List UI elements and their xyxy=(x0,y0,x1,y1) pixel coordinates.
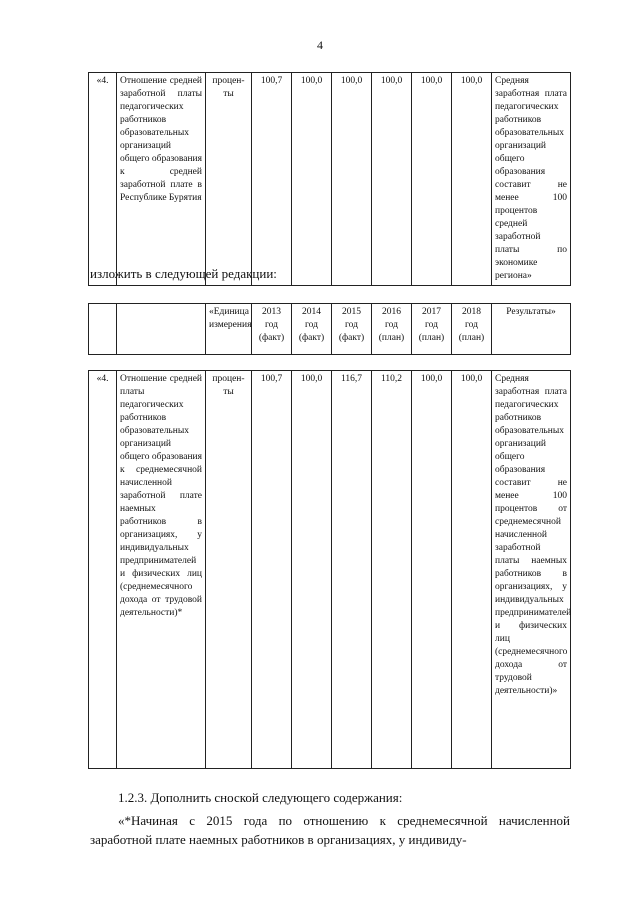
header-table xyxy=(88,303,571,355)
new-indicator-table xyxy=(88,370,571,769)
table-row xyxy=(89,73,571,286)
row-number: «4. xyxy=(89,73,117,286)
header-empty-num xyxy=(89,304,117,355)
value-2014: 100,0 xyxy=(292,371,332,769)
indicator-name: Отношение средней заработной платы педагогических работников образовательных организаций общего образования к средней заработной плате в Республике Бурятия xyxy=(117,73,206,286)
value-2018: 100,0 xyxy=(452,73,492,286)
year-label: 2013 xyxy=(262,307,281,317)
value-2016: 110,2 xyxy=(372,371,412,769)
header-year-2018 xyxy=(452,304,492,355)
header-result: Результаты» xyxy=(492,304,571,355)
value-2016: 100,0 xyxy=(372,73,412,286)
value-2014: 100,0 xyxy=(292,73,332,286)
result-cell: Средняя заработная плата педагогических работников образовательных организаций общего образования составит не менее 100 процентов средней заработной платы по экономике региона» xyxy=(492,73,571,286)
year-type: (план) xyxy=(458,333,485,343)
page-number: 4 xyxy=(317,38,323,52)
header-year-2015 xyxy=(332,304,372,355)
year-type: (факт) xyxy=(258,333,285,343)
value-2017: 100,0 xyxy=(412,73,452,286)
row-number: «4. xyxy=(89,371,117,769)
indicator-name: Отношение средней платы педагогических работников образовательных организаций общего образования к среднемесячной начисленной заработной плате наемных работников в организациях, у индивидуальных предпринимателей и физических лиц (среднемесячного дохода от трудовой деятельности)* xyxy=(117,371,206,769)
header-unit: «Единица измерения xyxy=(206,304,252,355)
year-type: (план) xyxy=(378,333,405,343)
year-type: (факт) xyxy=(298,333,325,343)
header-year-2017 xyxy=(412,304,452,355)
year-word: год xyxy=(425,320,438,330)
header-year-2013 xyxy=(252,304,292,355)
year-label: 2018 xyxy=(462,307,481,317)
year-label: 2014 xyxy=(302,307,321,317)
old-indicator-table xyxy=(88,72,571,286)
year-word: год xyxy=(465,320,478,330)
value-2017: 100,0 xyxy=(412,371,452,769)
value-2015: 116,7 xyxy=(332,371,372,769)
footnote-text: «*Начиная с 2015 года по отношению к среднемесячной начисленной заработной плате наемных работников в организациях, у индивиду- xyxy=(90,813,570,847)
unit-cell: проценты xyxy=(206,73,252,286)
result-cell: Средняя заработная плата педагогических работников образовательных организаций общего образования составит не менее 100 процентов от среднемесячной начисленной заработной платы наемных работников в организациях, у индивидуальных предпринимателей и физических лиц (среднемесячного дохода от трудовой деятельности)» xyxy=(492,371,571,769)
year-word: год xyxy=(305,320,318,330)
header-year-2016 xyxy=(372,304,412,355)
value-2015: 100,0 xyxy=(332,73,372,286)
clause-text: 1.2.3. Дополнить сноской следующего содержания: xyxy=(118,790,403,805)
year-type: (факт) xyxy=(338,333,365,343)
year-label: 2017 xyxy=(422,307,441,317)
header-row xyxy=(89,304,571,355)
value-2013: 100,7 xyxy=(252,371,292,769)
value-2018: 100,0 xyxy=(452,371,492,769)
header-year-2014 xyxy=(292,304,332,355)
year-label: 2015 xyxy=(342,307,361,317)
year-word: год xyxy=(265,320,278,330)
year-label: 2016 xyxy=(382,307,401,317)
year-word: год xyxy=(345,320,358,330)
year-word: год xyxy=(385,320,398,330)
year-type: (план) xyxy=(418,333,445,343)
table-row xyxy=(89,371,571,769)
lead-text: изложить в следующей редакции: xyxy=(90,266,277,281)
unit-cell: проценты xyxy=(206,371,252,769)
value-2013: 100,7 xyxy=(252,73,292,286)
header-empty-name xyxy=(117,304,206,355)
